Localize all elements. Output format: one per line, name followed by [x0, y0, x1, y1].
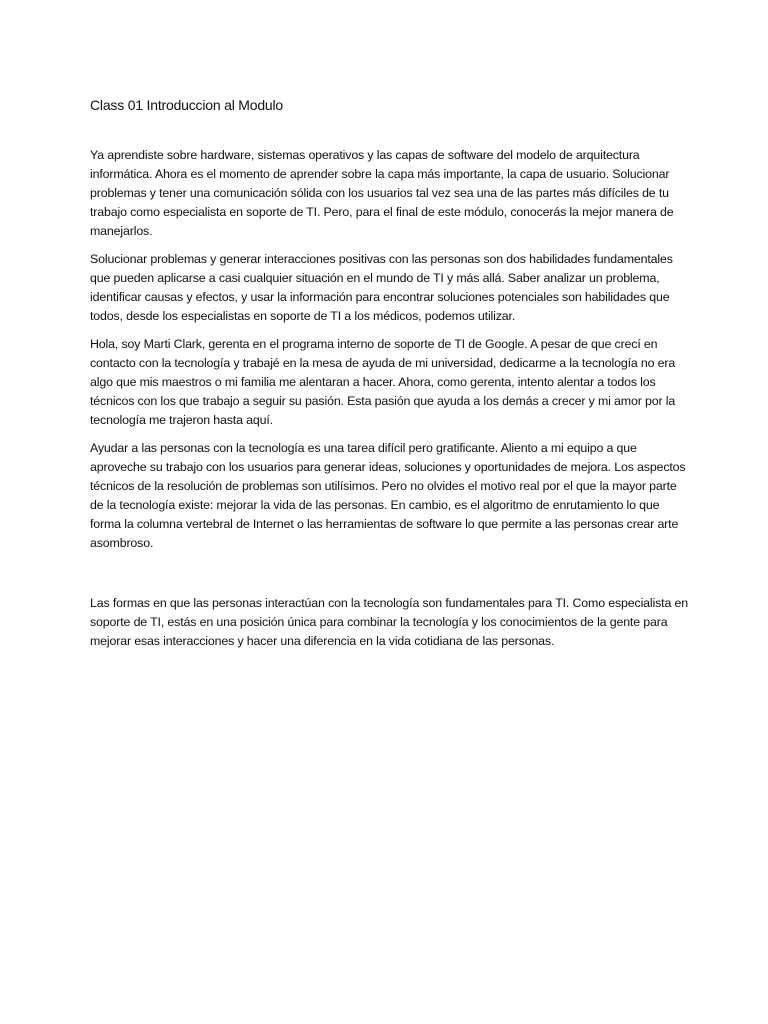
paragraph-helping-people: Ayudar a las personas con la tecnología es una tarea difícil pero gratificante. Aliento a mi equipo a que aproveche su trabajo con los usuarios para generar ideas, soluciones y oportunidades de mejora. Los aspectos técnicos de la resolución de problemas son utilísimos. Pero no olvides el motivo real por el que la mayor parte de la tecnología existe: mejorar la vida de las personas. En cambio, es el algoritmo de enrutamiento lo que forma la columna vertebral de Internet o las herramientas de software lo que permite a las personas crear arte asombroso.: [90, 441, 686, 550]
paragraph-interactions: Las formas en que las personas interactúan con la tecnología son fundamentales para TI. Como especialista en soporte de TI, estás en una posición única para combinar la tecnología y los conocimientos de la gente para mejorar esas interacciones y hacer una diferencia en la vida cotidiana de las personas.: [90, 596, 688, 648]
paragraph-marti-clark: Hola, soy Marti Clark, gerenta en el programa interno de soporte de TI de Google. A pesar de que crecí en contacto con la tecnología y trabajé en la mesa de ayuda de mi universidad, dedicarme a la tecnología no era algo que mis maestros o mi familia me alentaran a hacer. Ahora, como gerenta, intento alentar a todos los técnicos con los que trabajo a seguir su pasión. Esta pasión que ayuda a los demás a crecer y mi amor por la tecnología me trajeron hasta aquí.: [90, 337, 676, 427]
document-title: Class 01 Introduccion al Modulo: [90, 97, 284, 113]
paragraph-intro: Ya aprendiste sobre hardware, sistemas operativos y las capas de software del modelo de arquitectura informática. Ahora es el momento de aprender sobre la capa más importante, la capa de usuario. Solucionar problemas y tener una comunicación sólida con los usuarios tal vez sea una de las partes más difíciles de tu trabajo como especialista en soporte de TI. Pero, para el final de este módulo, conocerás la mejor manera de manejarlos.: [90, 148, 674, 238]
paragraph-problem-solving: Solucionar problemas y generar interacciones positivas con las personas son dos habilidades fundamentales que pueden aplicarse a casi cualquier situación en el mundo de TI y más allá. Saber analizar un problema, identificar causas y efectos, y usar la información para encontrar soluciones potenciales son habilidades que todos, desde los especialistas en soporte de TI a los médicos, podemos utilizar.: [90, 252, 673, 323]
